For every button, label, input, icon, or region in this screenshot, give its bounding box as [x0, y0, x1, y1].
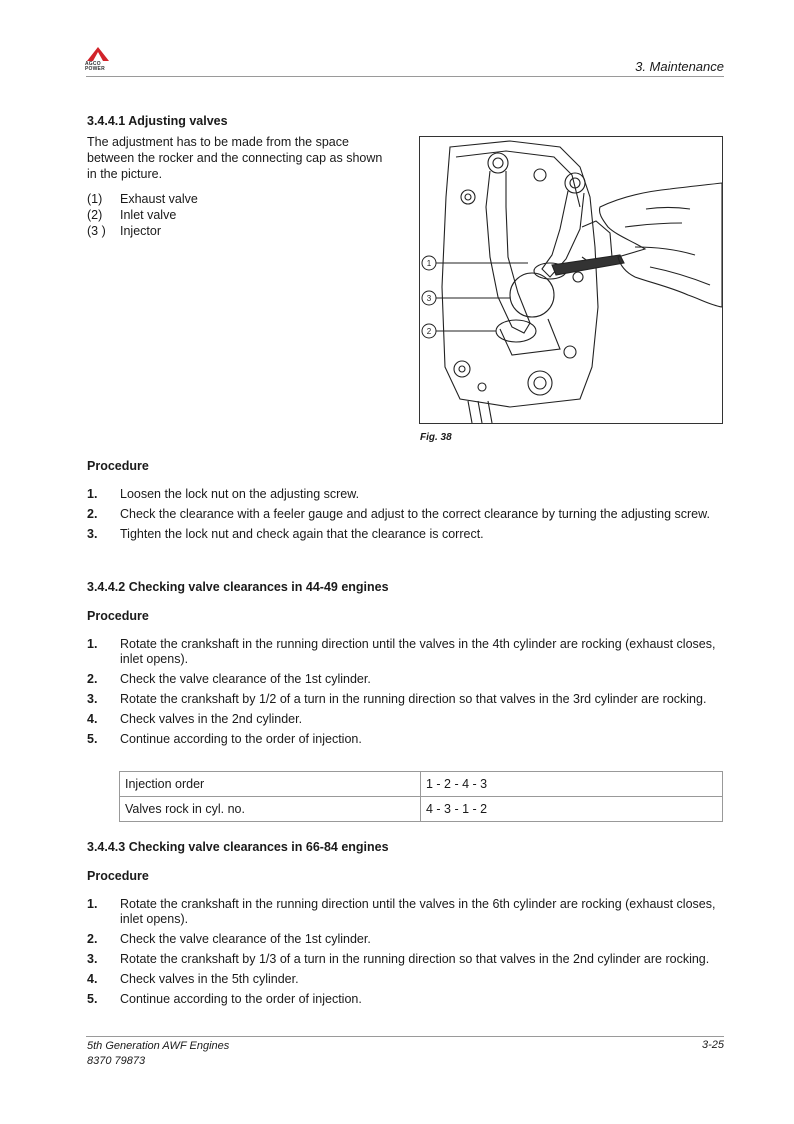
procedure-heading: Procedure [87, 459, 149, 473]
page-number: 3-25 [701, 1039, 724, 1051]
table-cell: Valves rock in cyl. no. [120, 797, 421, 822]
procedure-step: 4. Check valves in the 5th cylinder. [87, 972, 299, 986]
table-cell: 1 - 2 - 4 - 3 [421, 772, 723, 797]
procedure-step: 3. Rotate the crankshaft by 1/2 of a turn in the running direction so that valves in the 3rd cylinder are rocking. [87, 692, 707, 706]
chapter-title: 3. Maintenance [635, 59, 724, 74]
callout-label: 2 [426, 327, 432, 336]
procedure-steps-adjusting [87, 487, 717, 547]
section-title-44-49-engines: 3.4.4.2 Checking valve clearances in 44-49 engines [87, 580, 389, 594]
injection-order-table [119, 771, 723, 822]
procedure-step: 5. Continue according to the order of injection. [87, 732, 362, 746]
figure-legend [87, 191, 198, 239]
header-divider [86, 76, 724, 77]
table-row [120, 772, 723, 797]
logo-wordmark: AGCO POWER [85, 61, 105, 72]
procedure-heading: Procedure [87, 609, 149, 623]
table-cell: Injection order [120, 772, 421, 797]
footer-document-info [87, 1039, 229, 1069]
procedure-step: 5. Continue according to the order of injection. [87, 992, 362, 1006]
procedure-step: 3. Tighten the lock nut and check again that the clearance is correct. [87, 527, 484, 541]
procedure-step: 1. Loosen the lock nut on the adjusting screw. [87, 487, 360, 501]
procedure-step: 1. Rotate the crankshaft in the running direction until the valves in the 6th cylinder are rocking (exhaust closes, inlet opens). [87, 897, 716, 926]
procedure-step: 2. Check the clearance with a feeler gauge and adjust to the correct clearance by turning the adjusting screw. [87, 507, 710, 521]
procedure-step: 2. Check the valve clearance of the 1st cylinder. [87, 672, 371, 686]
procedure-steps-66-84 [87, 897, 717, 1012]
section-title-adjusting-valves: 3.4.4.1 Adjusting valves [87, 114, 228, 128]
procedure-step: 1. Rotate the crankshaft in the running direction until the valves in the 4th cylinder are rocking (exhaust closes, inlet opens). [87, 637, 716, 666]
footer-doc-number: 8370 79873 [87, 1055, 146, 1067]
valve-adjustment-figure [419, 136, 723, 424]
table-cell: 4 - 3 - 1 - 2 [421, 797, 723, 822]
footer-divider [86, 1036, 724, 1037]
legend-item: (1) Exhaust valve [87, 192, 198, 206]
callout-label: 1 [426, 259, 432, 268]
legend-item: (3 ) Injector [87, 224, 161, 238]
engine-head-illustration [420, 137, 722, 423]
intro-paragraph: The adjustment has to be made from the space between the rocker and the connecting cap as shown in the picture. [87, 135, 383, 181]
procedure-step: 2. Check the valve clearance of the 1st cylinder. [87, 932, 371, 946]
procedure-step: 3. Rotate the crankshaft by 1/3 of a turn in the running direction so that valves in the 2nd cylinder are rocking. [87, 952, 710, 966]
legend-item: (2) Inlet valve [87, 208, 177, 222]
figure-caption: Fig. 38 [420, 432, 452, 443]
callout-label: 3 [426, 294, 432, 303]
procedure-heading: Procedure [87, 869, 149, 883]
procedure-steps-44-49 [87, 637, 717, 752]
section-title-66-84-engines: 3.4.4.3 Checking valve clearances in 66-84 engines [87, 840, 389, 854]
footer-doc-title: 5th Generation AWF Engines [87, 1040, 230, 1052]
procedure-step: 4. Check valves in the 2nd cylinder. [87, 712, 303, 726]
table-row [120, 797, 723, 822]
